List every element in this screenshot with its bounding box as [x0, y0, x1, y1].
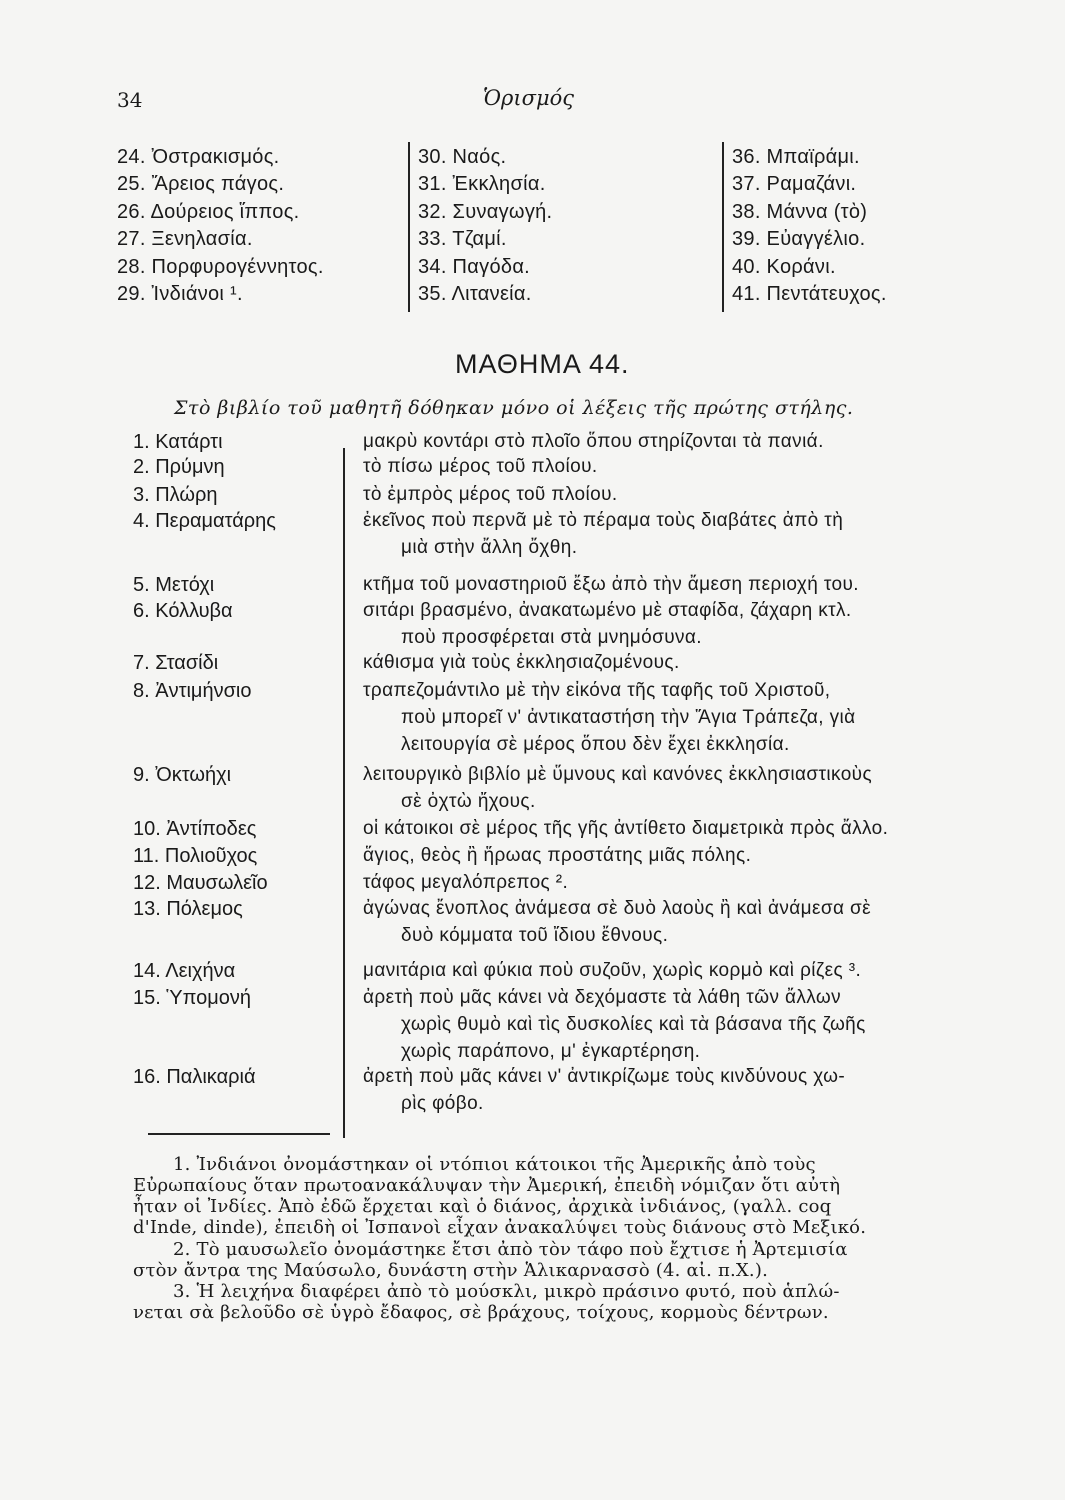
vocab-term: 3. Πλώρη: [133, 484, 218, 506]
term-item: 38. Μάννα (τὸ): [732, 200, 868, 223]
footnote-line: 3. Ἡ λειχήνα διαφέρει ἀπὸ τὸ μούσκλι, μικρὸ πράσινο φυτό, ποὺ ἁπλώ-: [173, 1281, 840, 1302]
vocab-definition: ποὺ προσφέρεται στὰ μνημόσυνα.: [401, 627, 702, 648]
vocab-definition: τὸ πίσω μέρος τοῦ πλοίου.: [363, 456, 598, 477]
term-item: 26. Δούρειος ἵππος.: [117, 200, 300, 223]
vocab-term: 5. Μετόχι: [133, 574, 215, 596]
term-item: 25. Ἄρειος πάγος.: [117, 173, 285, 196]
vocab-definition: οἱ κάτοικοι σὲ μέρος τῆς γῆς ἀντίθετο διαμετρικὰ πρὸς ἄλλο.: [363, 818, 889, 839]
vocab-definition: χωρὶς θυμὸ καὶ τὶς δυσκολίες καὶ τὰ βάσανα τῆς ζωῆς: [401, 1014, 866, 1035]
vocab-definition: κτῆμα τοῦ μοναστηριοῦ ἔξω ἀπὸ τὴν ἄμεση περιοχή του.: [363, 574, 859, 595]
vocab-definition: δυὸ κόμματα τοῦ ἴδιου ἔθνους.: [401, 925, 669, 946]
vocab-definition: ἀγώνας ἔνοπλος ἀνάμεσα σὲ δυὸ λαοὺς ἢ καὶ ἀνάμεσα σὲ: [363, 898, 872, 919]
page-number: 34: [117, 88, 143, 112]
vocab-term: 4. Περαματάρης: [133, 510, 276, 532]
term-item: 31. Ἐκκλησία.: [418, 173, 546, 196]
vocab-definition: τὸ ἐμπρὸς μέρος τοῦ πλοίου.: [363, 484, 618, 505]
term-item: 35. Λιτανεία.: [418, 283, 532, 306]
vocab-term: 12. Μαυσωλεῖο: [133, 872, 268, 894]
term-item: 32. Συναγωγή.: [418, 200, 553, 223]
term-item: 30. Ναός.: [418, 146, 507, 168]
term-item: 34. Παγόδα.: [418, 255, 531, 278]
term-item: 29. Ἰνδιάνοι ¹.: [117, 283, 243, 306]
term-item: 24. Ὀστρακισμός.: [117, 146, 280, 168]
term-item: 28. Πορφυρογέννητος.: [117, 255, 324, 278]
vocab-definition: ἀρετὴ ποὺ μᾶς κάνει ν' ἀντικρίζωμε τοὺς κινδύνους χω-: [363, 1066, 846, 1087]
vocab-definition: μακρὺ κοντάρι στὸ πλοῖο ὅπου στηρίζονται τὰ πανιά.: [363, 431, 824, 452]
vocab-definition: ἀρετὴ ποὺ μᾶς κάνει νὰ δεχόμαστε τὰ λάθη τῶν ἄλλων: [363, 987, 842, 1008]
vocab-term: 16. Παλικαριά: [133, 1066, 256, 1088]
terms-column-2: [418, 144, 552, 308]
vocab-term: 9. Ὀκτωήχι: [133, 764, 232, 786]
vocab-definition: ἐκεῖνος ποὺ περνᾶ μὲ τὸ πέραμα τοὺς διαβάτες ἀπὸ τὴ: [363, 510, 844, 531]
vocab-definition: λειτουργία σὲ μέρος ὅπου δὲν ἔχει ἐκκλησία.: [401, 734, 790, 755]
footnote-line: στὸν ἄντρα της Μαύσωλο, δυνάστη στὴν Ἁλικαρνασσὸ (4. αἰ. π.Χ.).: [133, 1260, 768, 1281]
vocab-definition: τάφος μεγαλόπρεπος ².: [363, 872, 569, 893]
footnote-line: 2. Τὸ μαυσωλεῖο ὀνομάστηκε ἔτσι ἀπὸ τὸν τάφο ποὺ ἔχτισε ἡ Ἀρτεμισία: [173, 1239, 848, 1260]
vocab-term: 6. Κόλλυβα: [133, 600, 233, 622]
terms-column-1: [117, 144, 324, 308]
vocab-term: 2. Πρύμνη: [133, 456, 225, 478]
vocab-definition: ρὶς φόβο.: [401, 1093, 484, 1114]
vocab-divider: [343, 448, 345, 1138]
lesson-title: ΜΑΘΗΜΑ 44.: [455, 349, 630, 379]
term-item: 40. Κοράνι.: [732, 255, 836, 278]
vocab-definition: τραπεζομάντιλο μὲ τὴν εἰκόνα τῆς ταφῆς τοῦ Χριστοῦ,: [363, 680, 831, 701]
vocab-term: 10. Ἀντίποδες: [133, 818, 257, 840]
vocab-definition: ποὺ μπορεῖ ν' ἀντικαταστήση τὴν Ἅγια Τράπεζα, γιὰ: [401, 707, 856, 728]
footnote-line: 1. Ἰνδιάνοι ὀνομάστηκαν οἱ ντόπιοι κάτοικοι τῆς Ἀμερικῆς ἀπὸ τοὺς: [173, 1154, 816, 1175]
footnote-line: νεται σὰ βελοῦδο σὲ ὑγρὸ ἔδαφος, σὲ βράχους, τοίχους, κορμοὺς δέντρων.: [133, 1302, 829, 1323]
vocab-term: 11. Πολιοῦχος: [133, 845, 258, 867]
vocab-definition: λειτουργικὸ βιβλίο μὲ ὕμνους καὶ κανόνες ἐκκλησιαστικοὺς: [363, 764, 873, 785]
term-item: 39. Εὐαγγέλιο.: [732, 228, 866, 251]
column-divider: [408, 142, 410, 312]
term-item: 36. Μπαϊράμι.: [732, 146, 860, 168]
vocab-definition: κάθισμα γιὰ τοὺς ἐκκλησιαζομένους.: [363, 652, 680, 673]
vocab-definition: σιτάρι βρασμένο, ἀνακατωμένο μὲ σταφίδα, ζάχαρη κτλ.: [363, 600, 852, 621]
term-item: 27. Ξενηλασία.: [117, 228, 253, 251]
terms-column-3: [732, 144, 887, 308]
footnote-line: Εὐρωπαίους ὅταν πρωτοανακάλυψαν τὴν Ἀμερική, ἐπειδὴ νόμιζαν ὅτι αὐτὴ: [133, 1175, 841, 1196]
footnote-rule: [148, 1133, 330, 1135]
column-divider: [722, 142, 724, 312]
vocab-definition: μιὰ στὴν ἄλλη ὄχθη.: [401, 537, 578, 558]
vocab-definition: χωρὶς παράπονο, μ' ἐγκαρτέρηση.: [401, 1041, 701, 1062]
vocab-definition: ἅγιος, θεὸς ἢ ἥρωας προστάτης μιᾶς πόλης.: [363, 845, 752, 866]
vocab-term: 14. Λειχήνα: [133, 960, 236, 982]
running-head: Ὁρισμός: [483, 86, 575, 110]
footnote-line: d'Inde, dinde), ἐπειδὴ οἱ Ἰσπανοὶ εἶχαν ἀνακαλύψει τοὺς διάνους στὸ Μεξικό.: [133, 1217, 867, 1238]
term-item: 37. Ραμαζάνι.: [732, 173, 857, 196]
footnote-line: ἦταν οἱ Ἰνδίες. Ἀπὸ ἐδῶ ἔρχεται καὶ ὁ διάνος, ἀρχικὰ ἰνδιάνος, (γαλλ. coq: [133, 1196, 832, 1217]
vocab-term: 7. Στασίδι: [133, 652, 219, 674]
term-item: 33. Τζαμί.: [418, 228, 507, 251]
vocab-term: 8. Ἀντιμήνσιο: [133, 680, 252, 702]
vocab-definition: σὲ ὀχτὼ ἤχους.: [401, 791, 536, 812]
vocab-term: 1. Κατάρτι: [133, 431, 223, 453]
term-item: 41. Πεντάτευχος.: [732, 283, 887, 306]
vocab-term: 15. Ὑπομονή: [133, 987, 252, 1009]
lesson-note: Στὸ βιβλίο τοῦ μαθητῆ δόθηκαν μόνο οἱ λέξεις τῆς πρώτης στήλης.: [174, 397, 854, 419]
vocab-definition: μανιτάρια καὶ φύκια ποὺ συζοῦν, χωρὶς κορμὸ καὶ ρίζες ³.: [363, 960, 862, 981]
vocab-term: 13. Πόλεμος: [133, 898, 243, 920]
